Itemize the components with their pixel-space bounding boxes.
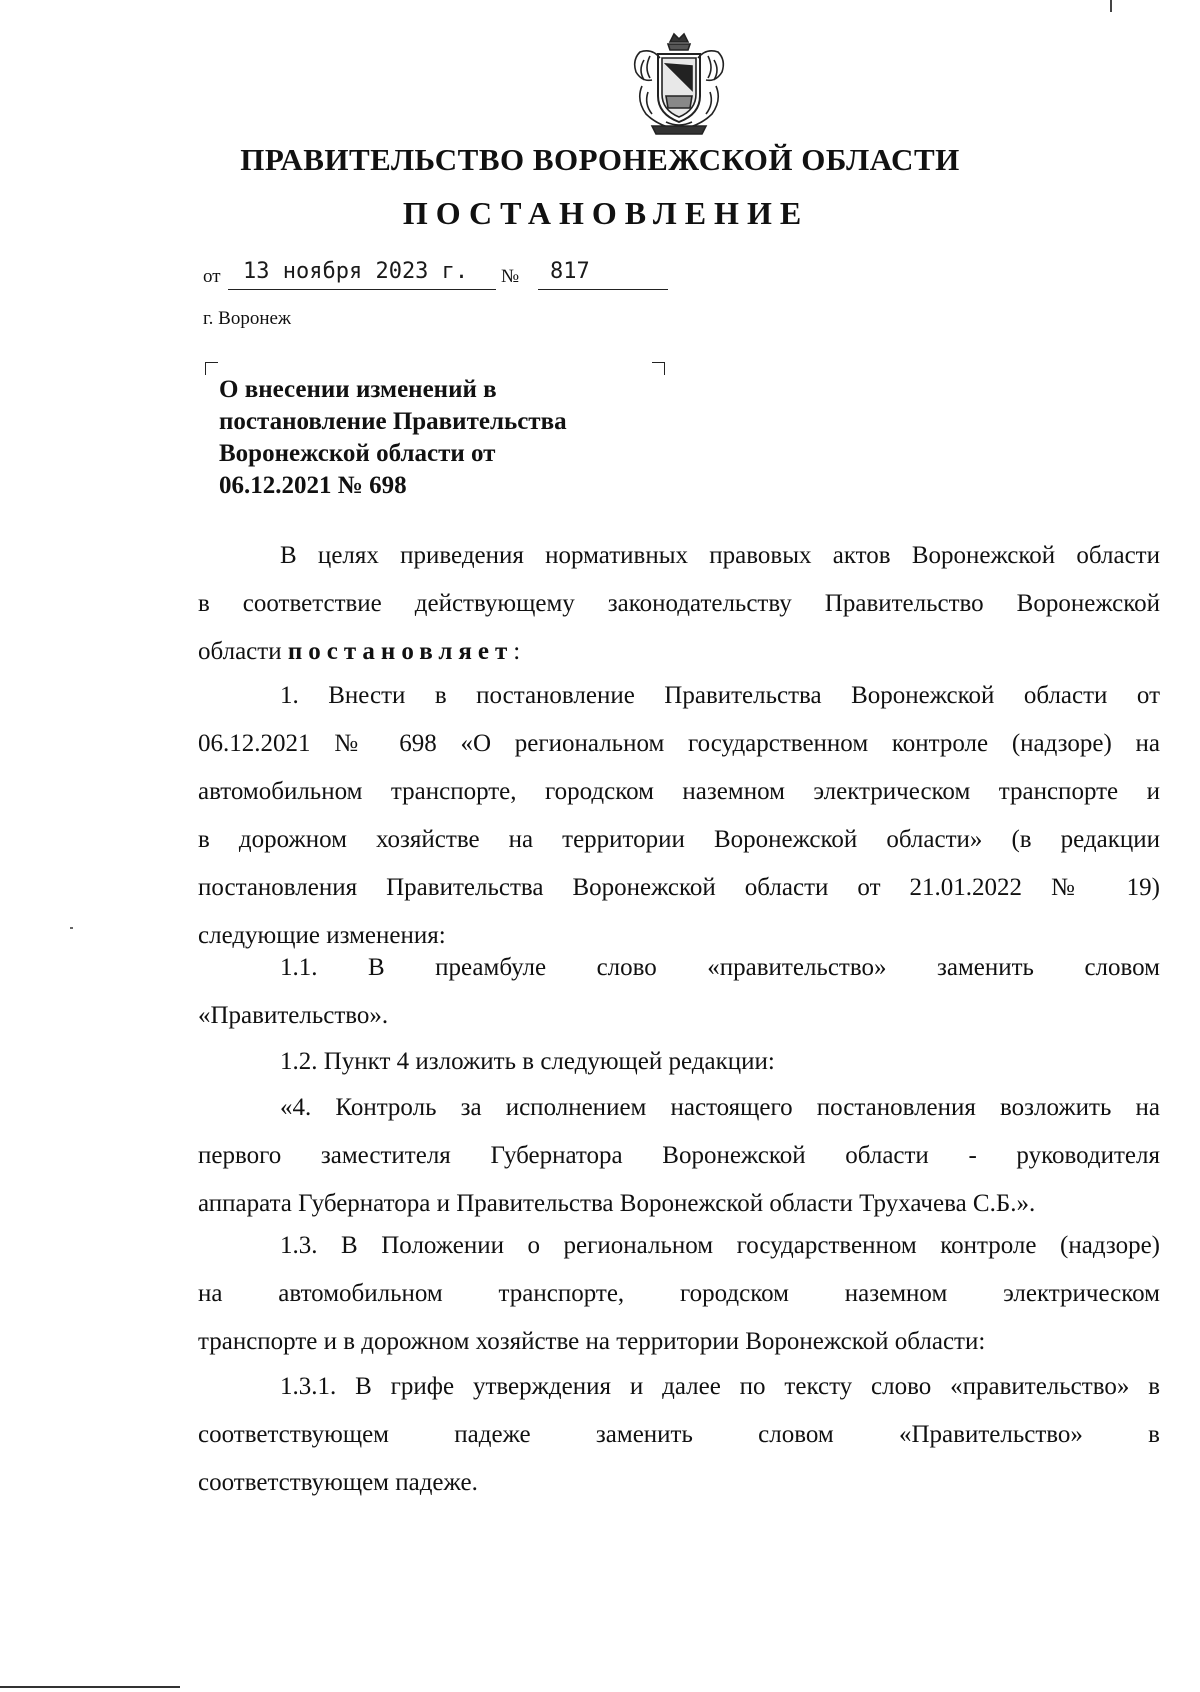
text-line: автомобильном транспорте, городском наземном электрическом транспорте и — [198, 778, 1160, 805]
resolves-word: постановляет — [287, 638, 514, 665]
item-1-2-quote — [198, 1084, 1160, 1228]
item-1-3-paragraph — [198, 1222, 1160, 1366]
number-label: № — [501, 266, 520, 287]
subject-line: 06.12.2021 № 698 — [219, 472, 407, 499]
text-line: в соответствие действующему законодательству Правительство Воронежской — [198, 590, 1160, 617]
document-date: 13 ноября 2023 г. — [243, 259, 469, 284]
text-line: следующие изменения: — [198, 922, 446, 949]
text-line: 1. Внести в постановление Правительства Воронежской области от — [280, 682, 1160, 709]
voronezh-coat-of-arms-icon — [622, 30, 736, 140]
date-underline — [228, 289, 496, 290]
text-line: 1.3.1. В грифе утверждения и далее по тексту слово «правительство» в — [280, 1373, 1160, 1400]
colon: : — [513, 638, 521, 665]
date-from-label: от — [203, 266, 221, 287]
text-line: транспорте и в дорожном хозяйстве на территории Воронежской области: — [198, 1328, 986, 1355]
text-line — [198, 628, 1160, 676]
text-line: 1.3. В Положении о региональном государственном контроле (надзоре) — [280, 1232, 1160, 1259]
document-subject — [219, 374, 659, 502]
text-line: соответствующем падеже. — [198, 1469, 478, 1496]
preamble-paragraph — [198, 532, 1160, 676]
text-line: «Правительство». — [198, 1002, 389, 1029]
date-number-row — [203, 258, 673, 292]
subject-line: Воронежской области от — [219, 440, 496, 467]
subject-line: постановление Правительства — [219, 408, 567, 435]
text-line: 06.12.2021 № 698 «О региональном государственном контроле (надзоре) на — [198, 730, 1160, 757]
number-underline — [538, 289, 668, 290]
document-type-title: ПОСТАНОВЛЕНИЕ — [402, 195, 810, 231]
scan-speck — [70, 927, 73, 929]
footer-rule — [0, 1686, 180, 1688]
item-1-1-paragraph — [198, 944, 1160, 1040]
scan-corner-mark — [1110, 0, 1112, 12]
subject-line: О внесении изменений в — [219, 376, 497, 403]
organization-name: ПРАВИТЕЛЬСТВО ВОРОНЕЖСКОЙ ОБЛАСТИ — [240, 142, 960, 177]
preamble-tail: области — [198, 638, 282, 665]
text-line: В целях приведения нормативных правовых актов Воронежской области — [280, 542, 1160, 569]
item-1-paragraph — [198, 672, 1160, 960]
document-number: 817 — [550, 259, 590, 284]
item-1-3-1-paragraph — [198, 1363, 1160, 1507]
text-line: 1.1. В преамбуле слово «правительство» заменить словом — [280, 954, 1160, 981]
text-line: 1.2. Пункт 4 изложить в следующей редакции: — [280, 1048, 775, 1075]
city-label: г. Воронеж — [203, 308, 292, 329]
subject-bracket-left — [205, 362, 218, 375]
text-line: «4. Контроль за исполнением настоящего постановления возложить на — [280, 1094, 1160, 1121]
text-line: соответствующем падеже заменить словом «Правительство» в — [198, 1421, 1160, 1448]
text-line: первого заместителя Губернатора Воронежской области - руководителя — [198, 1142, 1160, 1169]
text-line: в дорожном хозяйстве на территории Воронежской области» (в редакции — [198, 826, 1160, 853]
text-line: постановления Правительства Воронежской области от 21.01.2022 № 19) — [198, 874, 1160, 901]
text-line: аппарата Губернатора и Правительства Воронежской области Трухачева С.Б.». — [198, 1190, 1036, 1217]
item-1-2-paragraph — [198, 1038, 1160, 1086]
text-line: на автомобильном транспорте, городском наземном электрическом — [198, 1280, 1160, 1307]
